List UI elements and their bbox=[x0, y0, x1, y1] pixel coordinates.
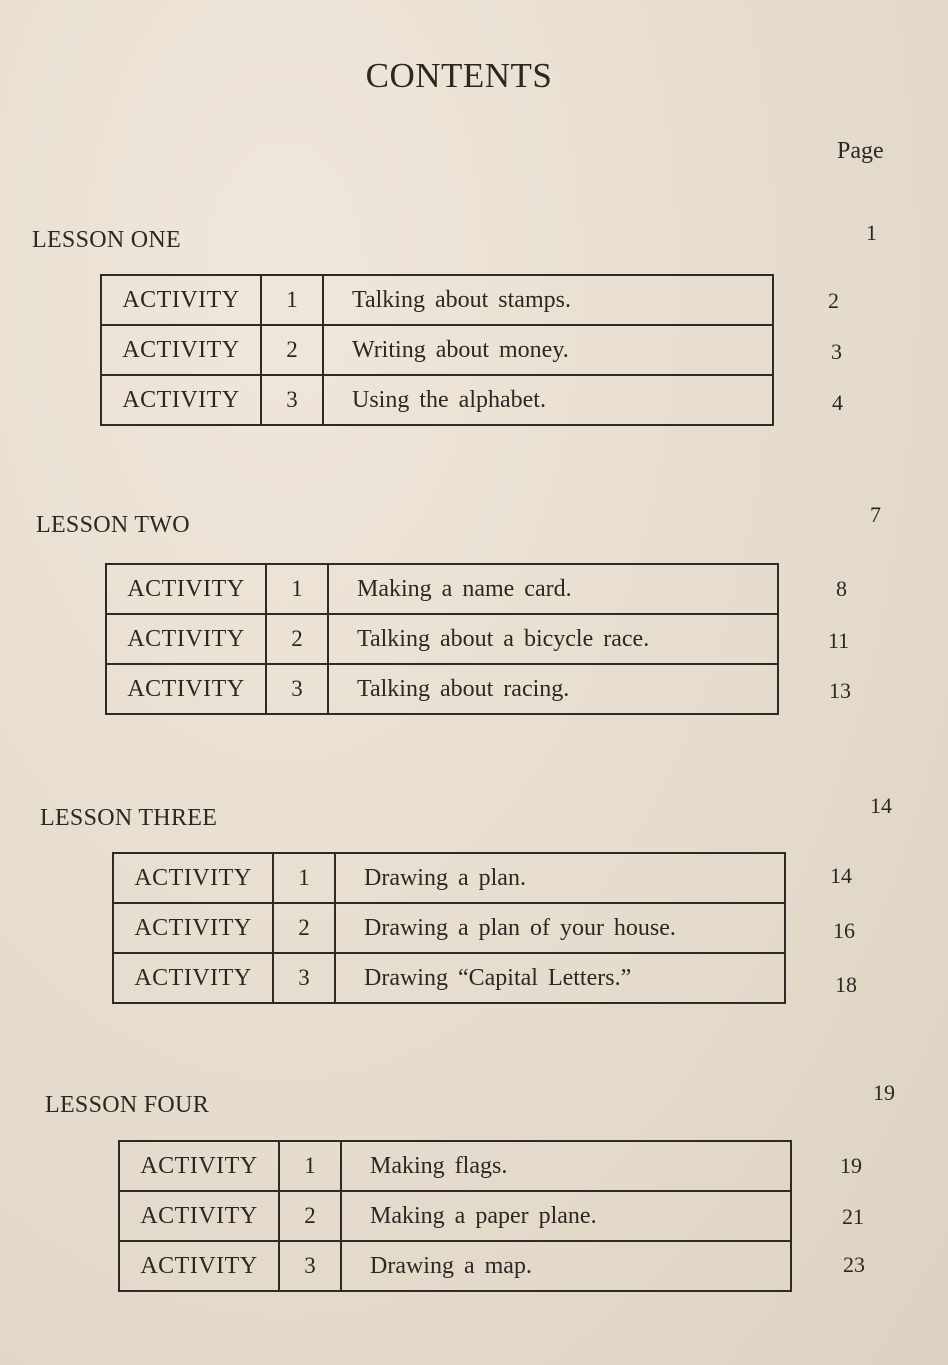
activity-number: 2 bbox=[266, 614, 328, 664]
activity-label: ACTIVITY bbox=[113, 953, 273, 1003]
activity-description: Writing about money. bbox=[323, 325, 773, 375]
activity-description: Making a name card. bbox=[328, 564, 778, 614]
activity-label: ACTIVITY bbox=[119, 1241, 279, 1291]
activity-description: Using the alphabet. bbox=[323, 375, 773, 425]
activity-table bbox=[100, 274, 774, 426]
table-row bbox=[119, 1141, 791, 1191]
activity-label: ACTIVITY bbox=[119, 1141, 279, 1191]
activity-page-number: 16 bbox=[833, 918, 855, 943]
lesson-page-number: 19 bbox=[873, 1080, 895, 1105]
lesson-title: LESSON TWO bbox=[36, 512, 190, 538]
activity-description: Drawing a plan of your house. bbox=[335, 903, 785, 953]
page-title: CONTENTS bbox=[365, 56, 553, 95]
activity-number: 3 bbox=[273, 953, 335, 1003]
table-row bbox=[119, 1191, 791, 1241]
activity-number: 3 bbox=[266, 664, 328, 714]
table-row bbox=[106, 564, 778, 614]
activity-page-number: 18 bbox=[835, 972, 857, 997]
lesson-title: LESSON ONE bbox=[32, 227, 182, 253]
activity-description: Making a paper plane. bbox=[341, 1191, 791, 1241]
lesson-page-number: 14 bbox=[870, 793, 892, 818]
activity-table bbox=[118, 1140, 792, 1292]
activity-page-number: 21 bbox=[842, 1204, 864, 1229]
activity-label: ACTIVITY bbox=[101, 375, 261, 425]
lesson-title: LESSON THREE bbox=[40, 805, 218, 831]
table-row bbox=[106, 614, 778, 664]
activity-label: ACTIVITY bbox=[101, 325, 261, 375]
table-row bbox=[101, 325, 773, 375]
table-row bbox=[113, 953, 785, 1003]
activity-number: 2 bbox=[273, 903, 335, 953]
activity-number: 1 bbox=[266, 564, 328, 614]
activity-label: ACTIVITY bbox=[106, 564, 266, 614]
activity-page-number: 2 bbox=[828, 288, 839, 313]
lesson-page-number: 7 bbox=[870, 502, 881, 527]
activity-page-number: 23 bbox=[843, 1252, 865, 1277]
lesson-page-number: 1 bbox=[866, 220, 877, 245]
activity-page-number: 4 bbox=[832, 390, 843, 415]
activity-number: 1 bbox=[273, 853, 335, 903]
activity-number: 3 bbox=[261, 375, 323, 425]
activity-number: 2 bbox=[279, 1191, 341, 1241]
activity-description: Talking about racing. bbox=[328, 664, 778, 714]
table-row bbox=[101, 375, 773, 425]
activity-description: Drawing a plan. bbox=[335, 853, 785, 903]
activity-description: Drawing a map. bbox=[341, 1241, 791, 1291]
activity-table bbox=[105, 563, 779, 715]
activity-page-number: 19 bbox=[840, 1153, 862, 1178]
activity-table bbox=[112, 852, 786, 1004]
activity-label: ACTIVITY bbox=[106, 664, 266, 714]
table-row bbox=[106, 664, 778, 714]
activity-number: 2 bbox=[261, 325, 323, 375]
activity-label: ACTIVITY bbox=[113, 903, 273, 953]
activity-number: 3 bbox=[279, 1241, 341, 1291]
lesson-title: LESSON FOUR bbox=[45, 1092, 209, 1118]
activity-label: ACTIVITY bbox=[119, 1191, 279, 1241]
table-row bbox=[119, 1241, 791, 1291]
activity-page-number: 13 bbox=[829, 678, 851, 703]
activity-description: Talking about a bicycle race. bbox=[328, 614, 778, 664]
activity-number: 1 bbox=[261, 275, 323, 325]
activity-description: Making flags. bbox=[341, 1141, 791, 1191]
activity-page-number: 11 bbox=[828, 628, 850, 653]
table-row bbox=[113, 903, 785, 953]
activity-label: ACTIVITY bbox=[113, 853, 273, 903]
activity-number: 1 bbox=[279, 1141, 341, 1191]
activity-description: Drawing “Capital Letters.” bbox=[335, 953, 785, 1003]
activity-label: ACTIVITY bbox=[101, 275, 261, 325]
table-row bbox=[113, 853, 785, 903]
activity-page-number: 3 bbox=[831, 339, 842, 364]
activity-label: ACTIVITY bbox=[106, 614, 266, 664]
activity-page-number: 8 bbox=[836, 576, 847, 601]
activity-description: Talking about stamps. bbox=[323, 275, 773, 325]
activity-page-number: 14 bbox=[830, 863, 852, 888]
table-row bbox=[101, 275, 773, 325]
page-column-label: Page bbox=[837, 138, 884, 164]
